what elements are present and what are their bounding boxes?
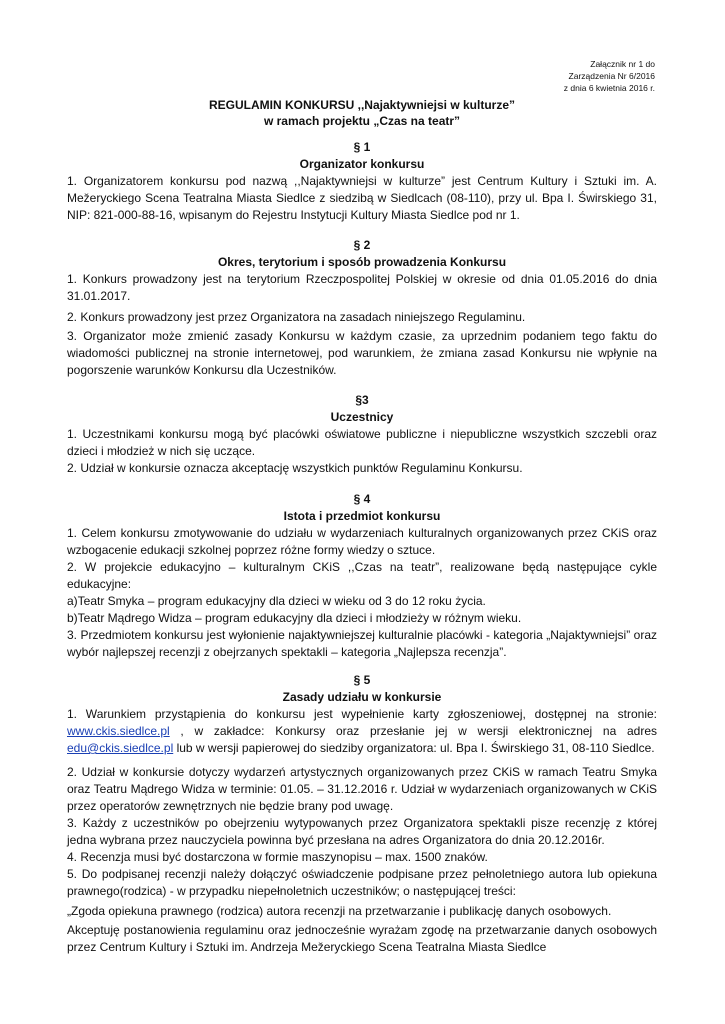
section-5-heading: Zasady udziału w konkursie xyxy=(282,690,442,704)
section-5-paragraph-1 xyxy=(67,706,657,757)
section-5-paragraph-6: „Zgoda opiekuna prawnego (rodzica) autora recenzji na przetwarzanie i publikację danych osobowych. xyxy=(67,904,612,918)
section-5-paragraph-1-part-b: , w zakładce: Konkursy oraz przesłanie jej w wersji elektronicznej na adres xyxy=(169,724,657,738)
section-3-paragraph-1: 1. Uczestnikami konkursu mogą być placówki oświatowe publiczne i niepubliczne wszystkich szczebli oraz dzieci i młodzież w nich się uczące. xyxy=(67,427,657,458)
website-link[interactable]: www.ckis.siedlce.pl xyxy=(67,724,170,738)
document-title xyxy=(67,97,657,129)
section-2 xyxy=(67,237,657,379)
section-3 xyxy=(67,392,657,477)
section-4-paragraph-1: 1. Celem konkursu zmotywowanie do udziału w wydarzeniach kulturalnych organizowanych przez CKiS oraz wzbogacenie edukacji szkolnej poprzez różne formy wiedzy o sztuce. xyxy=(67,526,657,557)
section-4-paragraph-5: 3. Przedmiotem konkursu jest wyłonienie najaktywniejszej kulturalnie placówki - kategoria „Najaktywniejsi” oraz wybór najlepszej recenzji z obejrzanych spektakli – kategoria „Najlepsza recenzja”. xyxy=(67,628,657,659)
section-1-paragraph-1: 1. Organizatorem konkursu pod nazwą ,,Najaktywniejsi w kulturze” jest Centrum Kultury i Sztuki im. A. Mežeryckiego Scena Teatralna Miasta Siedlce z siedzibą w Siedlcach (08-110), przy ul. Bpa I. Świrskiego 31, NIP: 821-000-88-16, wpisanym do Rejestru Instytucji Kultury Miasta Siedlce pod nr 1. xyxy=(67,174,657,222)
section-5-paragraph-5: 5. Do podpisanej recenzji należy dołączyć oświadczenie podpisane przez pełnoletniego autora lub opiekuna prawnego(rodzica) - w przypadku niepełnoletnich uczestników; o następującej treści: xyxy=(67,867,657,898)
section-4 xyxy=(67,491,657,661)
section-3-heading: Uczestnicy xyxy=(330,410,394,424)
section-2-paragraph-2: 2. Konkurs prowadzony jest przez Organizatora na zasadach niniejszego Regulaminu. xyxy=(67,310,526,324)
section-5-paragraph-2: 2. Udział w konkursie dotyczy wydarzeń artystycznych organizowanych przez CKiS w ramach Teatru Smyka oraz Teatru Mądrego Widza w terminie: 01.05. – 31.12.2016 r. Udział w wydarzeniach organizowanych w CKiS przez operatorów zewnętrznych nie będzie brany pod uwagę. xyxy=(67,765,657,813)
section-4-paragraph-2: 2. W projekcie edukacyjno – kulturalnym CKiS ,,Czas na teatr”, realizowane będą następujące cykle edukacyjne: xyxy=(67,560,657,591)
section-2-heading: Okres, terytorium i sposób prowadzenia Konkursu xyxy=(217,255,507,269)
section-5-paragraph-7: Akceptuję postanowienia regulaminu oraz jednocześnie wyrażam zgodę na przetwarzanie danych osobowych przez Centrum Kultury i Sztuki im. Andrzeja Mežeryckiego Scena Teatralna Miasta Siedlce xyxy=(67,923,657,954)
title-line-1: REGULAMIN KONKURSU ,,Najaktywniejsi w kulturze” xyxy=(208,98,516,112)
annex-note xyxy=(455,58,655,94)
section-4-number: § 4 xyxy=(353,492,371,506)
section-2-paragraph-1: 1. Konkurs prowadzony jest na terytorium Rzeczpospolitej Polskiej w okresie od dnia 01.05.2016 do dnia 31.01.2017. xyxy=(67,272,657,303)
section-5-paragraph-1-part-a: 1. Warunkiem przystąpienia do konkursu jest wypełnienie karty zgłoszeniowej, dostępnej na stronie: xyxy=(67,707,657,721)
annex-line-1: Załącznik nr 1 do xyxy=(590,59,655,69)
annex-line-3: z dnia 6 kwietnia 2016 r. xyxy=(563,83,655,93)
section-2-paragraph-3: 3. Organizator może zmienić zasady Konkursu w każdym czasie, za uprzednim podaniem tego faktu do wiadomości publicznej na stronie internetowej, pod warunkiem, że zmiana zasad Konkursu nie wpłynie na pogorszenie warunków Konkursu dla Uczestników. xyxy=(67,329,657,377)
title-line-2: w ramach projektu „Czas na teatr” xyxy=(263,114,461,128)
section-4-paragraph-3: a)Teatr Smyka – program edukacyjny dla dzieci w wieku od 3 do 12 roku życia. xyxy=(67,594,486,608)
section-4-paragraph-4: b)Teatr Mądrego Widza – program edukacyjny dla dzieci i młodzieży w różnym wieku. xyxy=(67,611,522,625)
section-1-number: § 1 xyxy=(353,140,371,154)
section-1 xyxy=(67,139,657,224)
section-5-paragraph-3: 3. Każdy z uczestników po obejrzeniu wytypowanych przez Organizatora spektakli pisze recenzję z której jedna wybrana przez nauczyciela powinna być przesłana na adres Organizatora do dnia 20.12.2016r. xyxy=(67,816,657,847)
section-1-heading: Organizator konkursu xyxy=(299,157,425,171)
section-5-number: § 5 xyxy=(353,673,371,687)
section-3-paragraph-2: 2. Udział w konkursie oznacza akceptację wszystkich punktów Regulaminu Konkursu. xyxy=(67,461,523,475)
section-5 xyxy=(67,672,657,956)
section-5-paragraph-1-part-c: lub w wersji papierowej do siedziby organizatora: ul. Bpa I. Świrskiego 31, 08-110 Siedlce. xyxy=(173,741,655,755)
email-link[interactable]: edu@ckis.siedlce.pl xyxy=(67,741,174,755)
section-2-number: § 2 xyxy=(353,238,371,252)
section-4-heading: Istota i przedmiot konkursu xyxy=(283,509,441,523)
annex-line-2: Zarządzenia Nr 6/2016 xyxy=(568,71,655,81)
section-3-number: §3 xyxy=(355,393,369,407)
section-5-paragraph-4: 4. Recenzja musi być dostarczona w formie maszynopisu – max. 1500 znaków. xyxy=(67,850,488,864)
